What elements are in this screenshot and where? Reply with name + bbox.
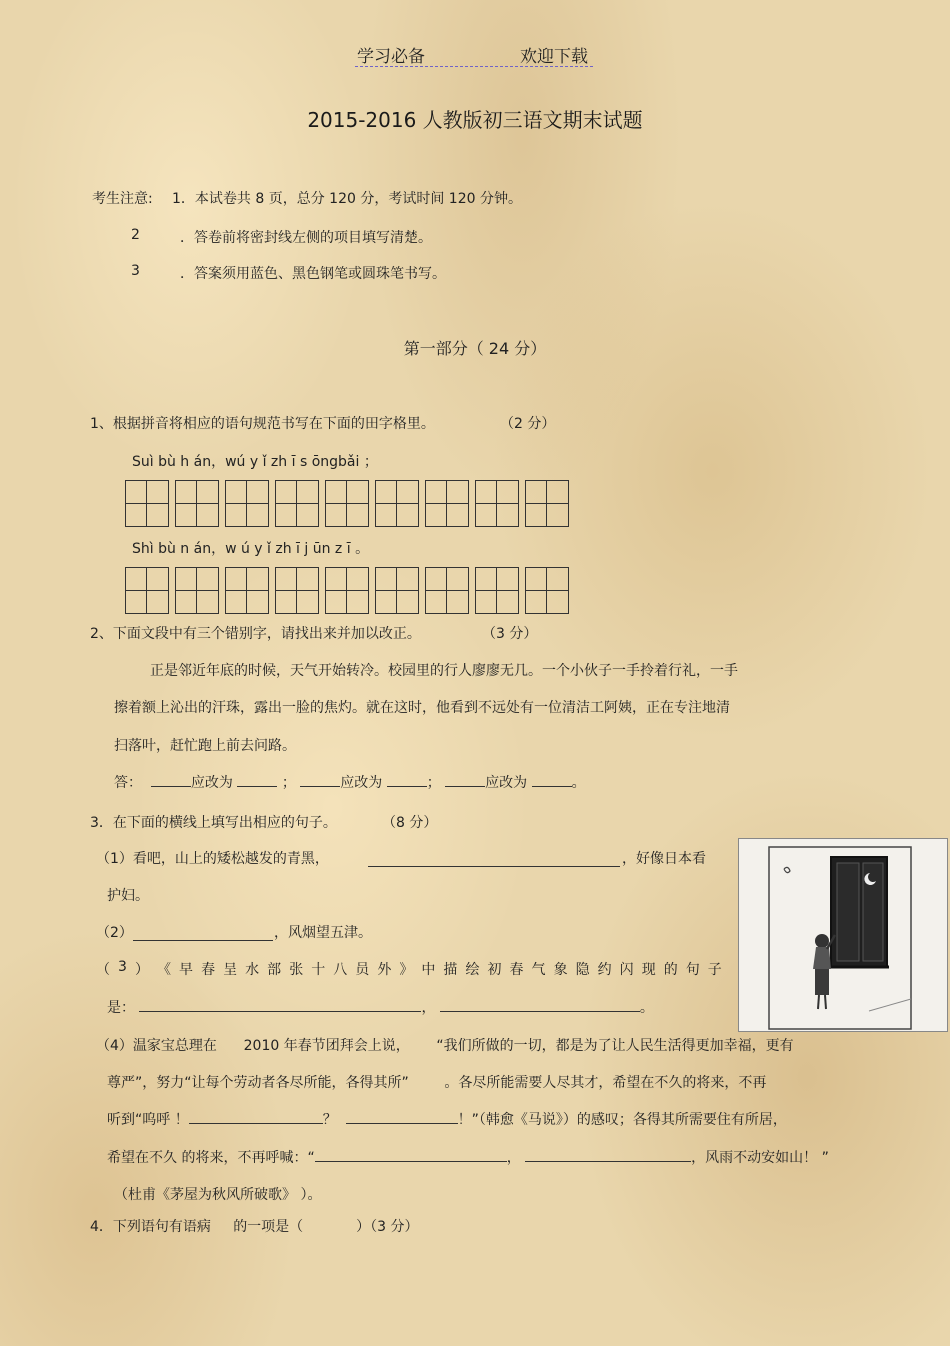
prompt-char: 象 — [553, 962, 568, 978]
comma: ， — [506, 1150, 521, 1166]
item-4-blank-1[interactable] — [189, 1109, 323, 1124]
correct-char-blank-2[interactable] — [387, 772, 427, 787]
writing-cell[interactable] — [125, 567, 169, 614]
prompt-char: 描 — [443, 962, 458, 978]
wrong-char-blank-1[interactable] — [151, 772, 191, 787]
comma: ， — [421, 1000, 436, 1016]
prompt-char: （ — [96, 962, 110, 978]
item-4-text: “我们所做的一切，都是为了让人民生活得更加幸福，更有 — [436, 1038, 794, 1054]
item-4-blank-4[interactable] — [525, 1147, 691, 1162]
prompt-char: 的 — [663, 962, 678, 978]
question-4-text: 的一项是（ — [233, 1219, 304, 1235]
prompt-char: 外 — [377, 962, 392, 978]
prompt-char: 员 — [355, 962, 370, 978]
prompt-char: 八 — [333, 962, 348, 978]
prompt-char: 春 — [201, 962, 216, 978]
item-2-suffix: ，风烟望五津。 — [274, 925, 372, 941]
item-4-text: （4）温家宝总理在 — [96, 1038, 217, 1054]
passage-line-1: 正是邻近年底的时候，天气开始转冷。校园里的行人廖廖无几。一个小伙子一手拎着行礼，一手 — [150, 663, 738, 679]
item-4-text: 希望在不久 的将来，不再呼喊：“ — [107, 1150, 315, 1166]
prompt-char: 部 — [267, 962, 282, 978]
question-4 — [90, 1216, 418, 1236]
change-to-text: 应改为 — [340, 775, 383, 791]
question-3-score: （8 分） — [382, 815, 438, 831]
item-2-prefix: （2） — [96, 925, 133, 941]
item-4-line-5: （杜甫《茅屋为秋风所破歌》 ）。 — [114, 1187, 322, 1203]
separator: ； — [426, 775, 441, 791]
writing-cell[interactable] — [375, 567, 419, 614]
cartoon-drawing — [739, 839, 947, 1031]
prompt-char: 句 — [685, 962, 700, 978]
item-4-text: ，风雨不动安如山！ ” — [691, 1150, 829, 1166]
passage-line-2: 擦着额上沁出的汗珠，露出一脸的焦灼。就在这时，他看到不远处有一位清洁工阿姨，正在专注地清 — [114, 700, 730, 716]
prompt-char: 中 — [421, 962, 436, 978]
writing-cell[interactable] — [475, 567, 519, 614]
writing-cell[interactable] — [525, 567, 569, 614]
prompt-char: 张 — [289, 962, 304, 978]
item-3-blank-2[interactable] — [440, 997, 640, 1012]
prompt-char: 闪 — [619, 962, 634, 978]
change-to-text: 应改为 — [190, 775, 233, 791]
tianzige-row-2 — [125, 567, 569, 614]
writing-cell[interactable] — [325, 480, 369, 527]
prompt-char: 《 — [157, 962, 172, 978]
prompt-char: 气 — [531, 962, 546, 978]
writing-cell[interactable] — [475, 480, 519, 527]
item-4-text: 尊严”，努力“让每个劳动者各尽所能，各得其所” — [107, 1075, 409, 1091]
item-1-blank[interactable] — [368, 852, 620, 867]
cartoon-image — [738, 838, 948, 1032]
question-1: 1、根据拼音将相应的语句规范书写在下面的田字格里。 — [90, 416, 435, 432]
notice-item-3: ．答案须用蓝色、黑色钢笔或圆珠笔书写。 — [180, 266, 446, 282]
prompt-char: 十 — [311, 962, 326, 978]
prompt-char: 初 — [487, 962, 502, 978]
writing-cell[interactable] — [225, 567, 269, 614]
writing-cell[interactable] — [175, 567, 219, 614]
pinyin-line-2: Shì bù n án，w ú y ǐ zh ī j ūn z ī 。 — [132, 541, 370, 557]
writing-cell[interactable] — [375, 480, 419, 527]
question-1-score: （2 分） — [500, 416, 556, 432]
change-to-text: 应改为 — [485, 775, 528, 791]
answer-line — [114, 772, 586, 792]
answer-label: 是： — [107, 1000, 135, 1016]
pinyin-line-1: Suì bù h án，wú y ǐ zh ī s ōngbǎi ； — [132, 454, 378, 470]
item-4-text: 听到“呜呼 ！ — [107, 1112, 189, 1128]
writing-cell[interactable] — [425, 567, 469, 614]
prompt-char: 3 — [118, 959, 127, 975]
writing-cell[interactable] — [325, 567, 369, 614]
correct-char-blank-1[interactable] — [237, 772, 277, 787]
exam-title: 2015-2016 人教版初三语文期末试题 — [307, 108, 643, 132]
notice-item-2-number: 2 — [131, 227, 140, 243]
item-4-text: ？ — [322, 1112, 337, 1128]
header-left-text: 学习必备 — [357, 47, 425, 67]
question-4-text: 4．下列语句有语病 — [90, 1219, 211, 1235]
writing-cell[interactable] — [125, 480, 169, 527]
item-4-blank-2[interactable] — [346, 1109, 458, 1124]
prompt-char: 》 — [399, 962, 414, 978]
item-4-line-1 — [96, 1035, 794, 1055]
item-4-text: 2010 年春节团拜会上说， — [243, 1038, 410, 1054]
writing-cell[interactable] — [225, 480, 269, 527]
notice-item-2: ．答卷前将密封线左侧的项目填写清楚。 — [180, 230, 432, 246]
writing-cell[interactable] — [525, 480, 569, 527]
item-4-text: 。各尽所能需要人尽其才，希望在不久的将来，不再 — [444, 1075, 767, 1091]
period: 。 — [571, 775, 586, 791]
wrong-char-blank-2[interactable] — [300, 772, 340, 787]
period: 。 — [639, 1000, 654, 1016]
item-1-suffix: ，好像日本看 — [622, 851, 706, 867]
item-4-line-2 — [107, 1072, 766, 1092]
answer-label: 答： — [114, 775, 142, 791]
writing-cell[interactable] — [275, 567, 319, 614]
notice-item-1: 1．本试卷共 8 页，总分 120 分，考试时间 120 分钟。 — [172, 191, 522, 207]
item-3-answer-line — [107, 997, 654, 1017]
item-4-text: ！”（韩愈《马说》）的感叹；各得其所需要住有所居， — [457, 1112, 787, 1128]
prompt-char: 现 — [641, 962, 656, 978]
correct-char-blank-3[interactable] — [532, 772, 572, 787]
question-3: 3．在下面的横线上填写出相应的句子。 — [90, 815, 337, 831]
item-3-blank-1[interactable] — [139, 997, 421, 1012]
prompt-char: 约 — [597, 962, 612, 978]
item-2-blank[interactable] — [133, 926, 273, 941]
item-4-line-3 — [107, 1109, 787, 1129]
separator: ； — [281, 775, 296, 791]
prompt-char: 子 — [707, 962, 722, 978]
item-3-prompt — [96, 959, 722, 979]
prompt-char: 呈 — [223, 962, 238, 978]
section-title: 第一部分（ 24 分） — [403, 339, 547, 358]
passage-line-3: 扫落叶，赶忙跑上前去问路。 — [114, 738, 296, 754]
item-1-continuation: 护妇。 — [107, 888, 149, 904]
wrong-char-blank-3[interactable] — [445, 772, 485, 787]
prompt-char: 绘 — [465, 962, 480, 978]
notice-item-3-number: 3 — [131, 263, 140, 279]
prompt-char: ） — [134, 962, 149, 978]
prompt-char: 隐 — [575, 962, 590, 978]
prompt-char: 水 — [245, 962, 260, 978]
question-2-score: （3 分） — [482, 626, 538, 642]
item-4-line-4 — [107, 1147, 829, 1167]
question-4-score: ）（3 分） — [356, 1219, 419, 1235]
page-header — [355, 42, 593, 67]
person-body — [813, 947, 831, 969]
writing-cell[interactable] — [275, 480, 319, 527]
item-1-prefix: （1）看吧，山上的矮松越发的青黑， — [96, 851, 329, 867]
question-2: 2、下面文段中有三个错别字，请找出来并加以改正。 — [90, 626, 421, 642]
person-head — [815, 934, 829, 948]
writing-cell[interactable] — [175, 480, 219, 527]
writing-cell[interactable] — [425, 480, 469, 527]
tianzige-row-1 — [125, 480, 569, 527]
prompt-char: 早 — [179, 962, 194, 978]
notice-label: 考生注意: — [92, 191, 153, 207]
prompt-char: 春 — [509, 962, 524, 978]
item-4-blank-3[interactable] — [315, 1147, 507, 1162]
header-right-text: 欢迎下载 — [520, 47, 588, 67]
